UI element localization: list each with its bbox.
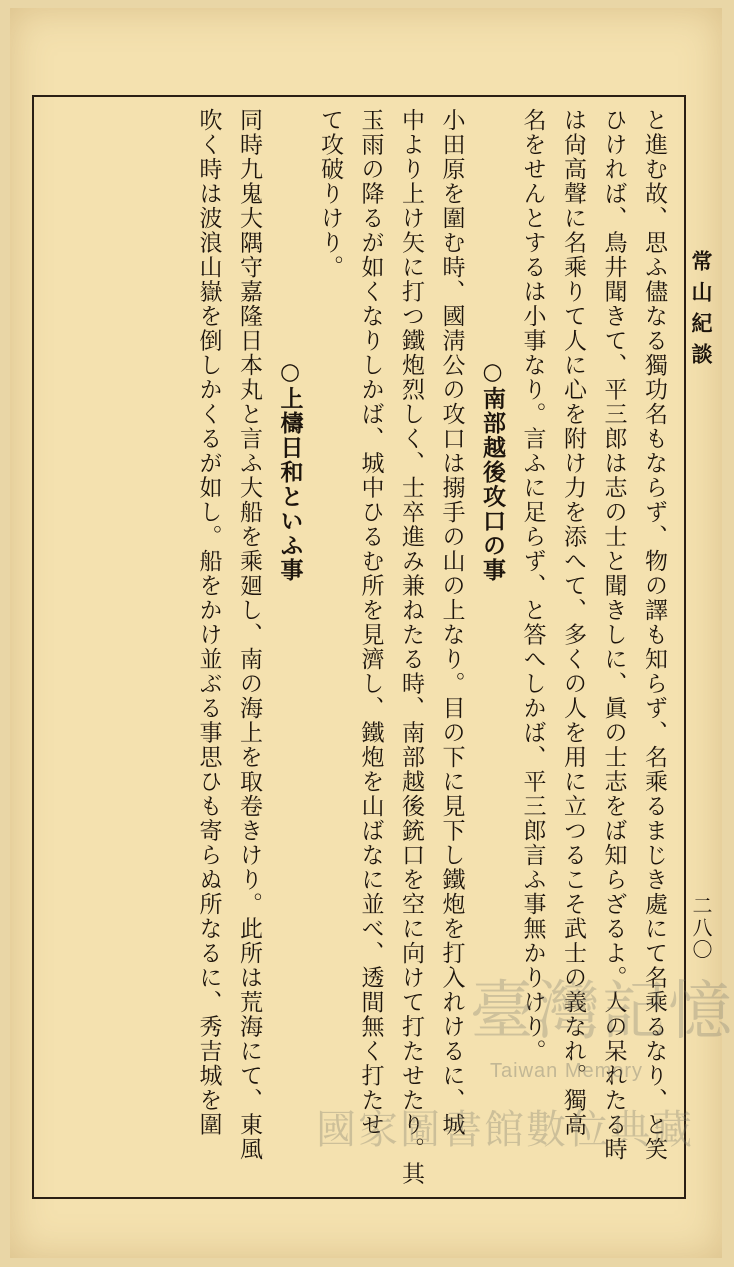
text-column: て攻破りけり。 xyxy=(317,108,343,280)
text-column: 玉雨の降るが如くなりしかば、城中ひるむ所を見濟し、鐵炮を山ばなに並べ、透間無く打たせ xyxy=(357,108,384,1137)
page-number: 二八〇 xyxy=(689,895,713,961)
text-column: は尙高聲に名乘りて人に心を附け力を添へて、多くの人を用に立つるこそ武士の義なれ。獨高 xyxy=(560,108,586,1137)
text-column: と進む故、思ふ儘なる獨功名もならず、物の譯も知らず、名乘るまじき處にて名乘るなり、と笑 xyxy=(641,108,667,1162)
watermark-subtitle: Taiwan Memory xyxy=(490,1060,644,1082)
text-column: 小田原を圍む時、國淸公の攻口は搦手の山の上なり。目の下に見下し鐵炮を打入れけるに、城 xyxy=(438,108,465,1137)
watermark-logo: 臺灣記憶 xyxy=(470,975,734,1049)
section-heading: ○上檮日和といふ事 xyxy=(276,358,304,583)
text-column: ひければ、鳥井聞きて、平三郎は志の士と聞きしに、眞の士志をば知らざるよ。人の呆れたる時 xyxy=(600,108,627,1162)
section-heading: ○南部越後攻口の事 xyxy=(479,358,506,583)
text-column: 中より上け矢に打つ鐵炮烈しく、士卒進み兼ねたる時、南部越後銃口を空に向けて打たせたり。其 xyxy=(398,108,424,1186)
text-column: 同時九鬼大隅守嘉隆日本丸と言ふ大船を乘廻し、南の海上を取卷きけり。此所は荒海にて、東風 xyxy=(236,108,262,1162)
text-column: 吹く時は波浪山嶽を倒しかくるが如し。船をかけ並ぶる事思ひも寄らぬ所なるに、秀吉城を圍 xyxy=(195,108,222,1137)
text-column: 名をせんとするは小事なり。言ふに足らず、と答へしかば、平三郎言ふ事無かりけり。 xyxy=(519,108,546,1064)
watermark-organization: 國家圖書館數位典藏 xyxy=(316,1107,694,1153)
page-body xyxy=(42,108,674,1188)
running-title: 常山紀談 xyxy=(689,250,714,374)
